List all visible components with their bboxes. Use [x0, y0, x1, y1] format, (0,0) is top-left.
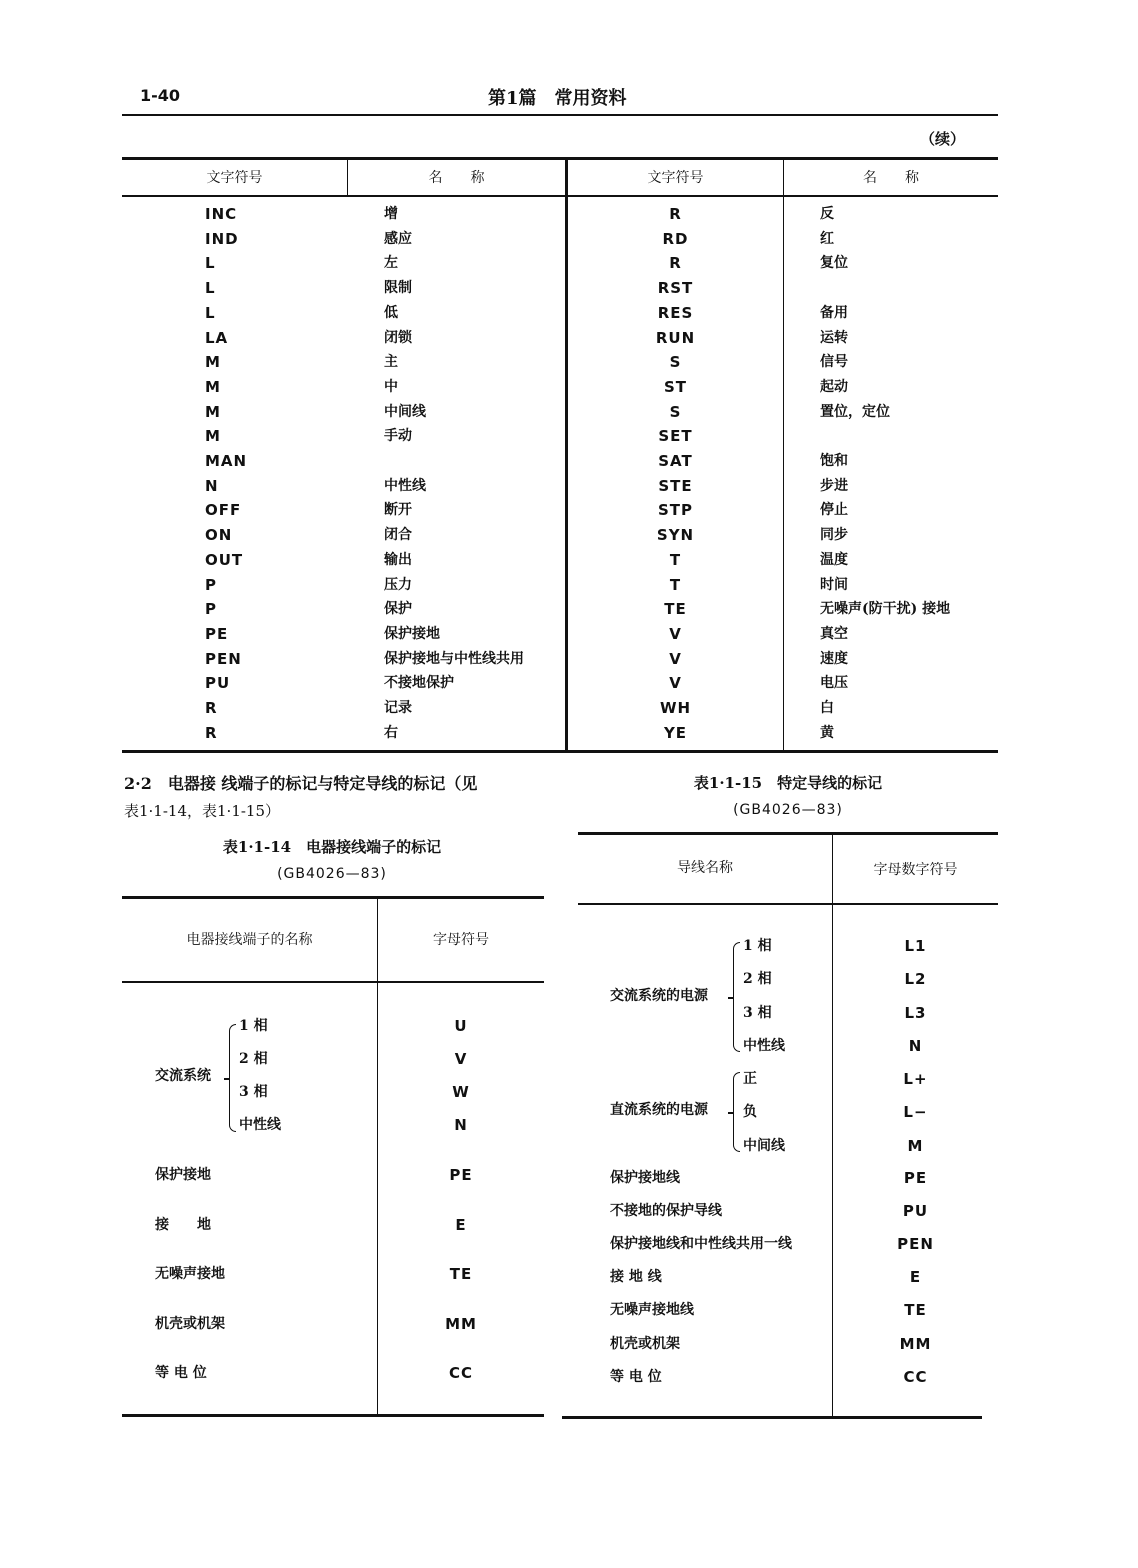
- left-name-cell: 低: [384, 304, 398, 321]
- table-15-ac-name: 3 相: [743, 1004, 772, 1021]
- table-15-rule-bottom: [562, 1416, 982, 1419]
- left-symbol-cell: INC: [205, 205, 238, 223]
- continued-label: （续）: [920, 130, 966, 148]
- right-symbol-cell: STE: [658, 476, 693, 495]
- left-name-cell: 记录: [384, 700, 412, 716]
- table-15-row-name: 保护接地线: [610, 1170, 680, 1186]
- left-symbol-cell: N: [205, 476, 219, 495]
- left-symbol-cell: M: [205, 402, 221, 421]
- left-name-cell: 感应: [384, 230, 412, 247]
- table-15-header-name: 导线名称: [677, 860, 733, 876]
- table-14-rule-top: [122, 896, 544, 899]
- table-15-dc-name: 负: [743, 1104, 757, 1121]
- top-table-rule-bottom: [122, 750, 998, 753]
- table-15-header-symbol: 字母数字符号: [873, 862, 958, 878]
- table-15-row-symbol: E: [909, 1268, 922, 1287]
- table-14-phase-symbol: V: [454, 1050, 468, 1068]
- left-symbol-cell: ON: [205, 526, 233, 545]
- right-symbol-cell: TE: [664, 600, 687, 619]
- right-symbol-cell: T: [669, 575, 682, 594]
- right-symbol-cell: V: [669, 649, 682, 668]
- left-name-cell: 主: [384, 354, 398, 371]
- right-symbol-cell: T: [669, 550, 682, 569]
- table-15-ac-brace: [733, 942, 740, 1052]
- table-15-title: 表1·1-15 特定导线的标记: [693, 774, 883, 792]
- right-symbol-cell: V: [669, 674, 682, 693]
- table-14-phase-symbol: U: [454, 1017, 468, 1035]
- left-symbol-cell: P: [205, 600, 217, 619]
- left-symbol-cell: P: [205, 575, 217, 594]
- top-header-symbol-left: 文字符号: [206, 170, 263, 186]
- right-name-cell: 反: [820, 206, 834, 222]
- right-symbol-cell: R: [669, 205, 682, 223]
- table-14-row-name: 接 地: [155, 1216, 211, 1233]
- left-symbol-cell: OUT: [205, 550, 244, 569]
- table-14-rule-header: [122, 981, 544, 983]
- right-symbol-cell: R: [669, 254, 682, 273]
- table-15-ac-symbol: L3: [904, 1003, 927, 1022]
- left-symbol-cell: M: [205, 377, 221, 396]
- table-15-dc-name: 正: [743, 1071, 757, 1087]
- table-15-standard: (GB4026—83): [733, 802, 843, 818]
- table-15-ac-label: 交流系统的电源: [610, 988, 708, 1004]
- table-15-dc-symbol: L+: [903, 1070, 928, 1088]
- left-symbol-cell: PU: [205, 674, 231, 693]
- table-14-row-name: 机壳或机架: [155, 1315, 225, 1332]
- table-14-row-symbol: CC: [448, 1364, 474, 1382]
- left-symbol-cell: IND: [205, 229, 239, 248]
- left-name-cell: 增: [384, 206, 398, 222]
- table-14-header-symbol: 字母符号: [433, 932, 489, 948]
- right-name-cell: 停止: [820, 502, 848, 519]
- left-name-cell: 左: [384, 255, 398, 272]
- right-symbol-cell: SYN: [656, 526, 695, 545]
- table-14-rule-bottom: [122, 1414, 544, 1417]
- left-name-cell: 中间线: [384, 403, 426, 420]
- table-15-row-symbol: CC: [903, 1367, 928, 1386]
- table-15-row-name: 接 地 线: [610, 1269, 662, 1286]
- table-14-phase-symbol: W: [452, 1083, 470, 1101]
- right-symbol-cell: YE: [663, 723, 688, 742]
- right-name-cell: 红: [820, 230, 834, 247]
- table-14-row-symbol: MM: [445, 1314, 477, 1333]
- table-15-dc-brace: [733, 1072, 740, 1152]
- top-table-rule-top: [122, 157, 998, 160]
- left-name-cell: 压力: [384, 576, 412, 593]
- table-14-row-symbol: E: [455, 1215, 467, 1234]
- right-name-cell: 步进: [820, 477, 848, 494]
- left-name-cell: 限制: [384, 280, 412, 297]
- table-14-row-name: 保护接地: [155, 1167, 211, 1183]
- table-15-dc-symbol: M: [907, 1136, 924, 1155]
- table-15-ac-name: 1 相: [743, 938, 772, 954]
- chapter-title: 第1篇 常用资料: [488, 88, 627, 109]
- table-14-title: 表1·1-14 电器接线端子的标记: [222, 838, 442, 856]
- table-14-phase-name: 中性线: [239, 1117, 281, 1133]
- top-header-name-right: 名 称: [863, 170, 919, 186]
- top-header-name-left: 名 称: [428, 170, 485, 186]
- table-14-row-name: 等 电 位: [155, 1365, 207, 1381]
- table-15-ac-symbol: L2: [904, 970, 927, 989]
- top-header-symbol-right: 文字符号: [647, 170, 704, 186]
- table-15-dc-name: 中间线: [743, 1137, 785, 1154]
- right-symbol-cell: S: [669, 353, 682, 372]
- table-14-phase-symbol: N: [454, 1116, 468, 1134]
- right-symbol-cell: STP: [657, 501, 694, 520]
- left-name-cell: 右: [384, 724, 398, 741]
- right-name-cell: 时间: [820, 576, 848, 593]
- right-name-cell: 同步: [820, 527, 848, 544]
- left-name-cell: 输出: [384, 551, 412, 568]
- left-symbol-cell: R: [205, 699, 218, 717]
- left-symbol-cell: L: [205, 279, 216, 298]
- left-symbol-cell: LA: [205, 328, 229, 347]
- left-symbol-cell: PEN: [205, 649, 242, 668]
- table-15-dc-label: 直流系统的电源: [610, 1102, 708, 1118]
- right-symbol-cell: RST: [657, 279, 694, 298]
- right-symbol-cell: RUN: [655, 328, 696, 347]
- right-name-cell: 起动: [820, 378, 848, 395]
- table-15-row-name: 等 电 位: [610, 1368, 662, 1385]
- table-15-dc-symbol: L−: [903, 1103, 928, 1122]
- table-14-row-name: 无噪声接地: [155, 1266, 225, 1282]
- table-14-vline: [377, 899, 378, 1414]
- table-15-rule-top: [578, 832, 998, 835]
- left-symbol-cell: M: [205, 353, 221, 372]
- table-15-row-symbol: PU: [902, 1202, 929, 1221]
- right-name-cell: 备用: [820, 304, 848, 321]
- left-symbol-cell: PE: [205, 624, 229, 643]
- left-name-cell: 闭合: [384, 527, 412, 544]
- right-name-cell: 置位，定位: [820, 403, 890, 420]
- right-name-cell: 真空: [820, 625, 848, 642]
- table-15-ac-name: 2 相: [743, 971, 772, 988]
- right-name-cell: 饱和: [820, 453, 848, 469]
- table-15-row-name: 不接地的保护导线: [610, 1203, 722, 1220]
- table-15-rule-header: [578, 903, 998, 905]
- right-name-cell: 速度: [820, 650, 848, 667]
- table-14-header-name: 电器接线端子的名称: [186, 932, 313, 948]
- table-15-row-name: 无噪声接地线: [610, 1302, 694, 1319]
- right-name-cell: 信号: [820, 354, 848, 371]
- left-symbol-cell: M: [205, 427, 221, 446]
- table-14-phase-name: 1 相: [239, 1018, 268, 1034]
- table-14-brace: [229, 1024, 236, 1132]
- left-symbol-cell: OFF: [205, 501, 242, 520]
- left-name-cell: 保护接地: [384, 625, 440, 642]
- section-heading-line2: 表1·1-14，表1·1-15）: [124, 802, 281, 820]
- right-symbol-cell: V: [669, 624, 682, 643]
- left-name-cell: 中: [384, 378, 398, 395]
- left-name-cell: 手动: [384, 428, 412, 445]
- left-name-cell: 中性线: [384, 477, 426, 494]
- right-symbol-cell: SAT: [658, 452, 693, 470]
- table-14-row-symbol: TE: [449, 1265, 473, 1283]
- right-name-cell: 运转: [820, 329, 848, 346]
- table-14-standard: (GB4026—83): [277, 866, 387, 882]
- table-15-row-symbol: PE: [903, 1169, 928, 1187]
- left-symbol-cell: L: [205, 254, 216, 273]
- right-symbol-cell: WH: [659, 699, 692, 717]
- table-15-row-name: 保护接地线和中性线共用一线: [610, 1236, 792, 1253]
- table-15-row-symbol: TE: [904, 1301, 927, 1320]
- top-table-rule-header: [122, 195, 998, 197]
- table-14-group-label: 交流系统: [155, 1068, 211, 1084]
- table-14-phase-name: 2 相: [239, 1051, 268, 1067]
- left-name-cell: 保护接地与中性线共用: [384, 650, 524, 667]
- table-14-phase-name: 3 相: [239, 1084, 268, 1100]
- table-15-ac-symbol: N: [908, 1036, 923, 1055]
- table-15-ac-name: 中性线: [743, 1037, 785, 1054]
- right-name-cell: 电压: [820, 675, 848, 692]
- left-name-cell: 保护: [384, 601, 412, 618]
- right-name-cell: 温度: [820, 551, 848, 568]
- right-name-cell: 黄: [820, 724, 834, 741]
- table-15-vline: [832, 835, 833, 1416]
- section-heading-line1: 2·2 电器接 线端子的标记与特定导线的标记（见: [124, 774, 478, 793]
- left-name-cell: 闭锁: [384, 329, 412, 346]
- left-symbol-cell: R: [205, 723, 218, 742]
- right-symbol-cell: RD: [662, 229, 689, 248]
- table-15-row-symbol: PEN: [897, 1235, 934, 1254]
- table-14-row-symbol: PE: [449, 1166, 473, 1184]
- right-name-cell: 复位: [820, 255, 848, 272]
- left-symbol-cell: MAN: [205, 452, 248, 470]
- right-name-cell: 无噪声(防干扰) 接地: [820, 601, 951, 618]
- right-name-cell: 白: [820, 700, 834, 716]
- right-symbol-cell: ST: [663, 377, 688, 396]
- table-15-ac-symbol: L1: [904, 937, 927, 955]
- left-symbol-cell: L: [205, 303, 216, 322]
- left-name-cell: 不接地保护: [384, 675, 454, 692]
- table-15-row-name: 机壳或机架: [610, 1335, 680, 1352]
- left-name-cell: 断开: [384, 502, 412, 519]
- right-symbol-cell: S: [669, 402, 682, 421]
- table-15-row-symbol: MM: [899, 1334, 932, 1353]
- right-symbol-cell: SET: [658, 427, 693, 446]
- top-table-vline-3: [783, 160, 784, 750]
- right-symbol-cell: RES: [657, 303, 694, 322]
- header-rule: [122, 114, 998, 116]
- page-number: 1-40: [140, 86, 181, 105]
